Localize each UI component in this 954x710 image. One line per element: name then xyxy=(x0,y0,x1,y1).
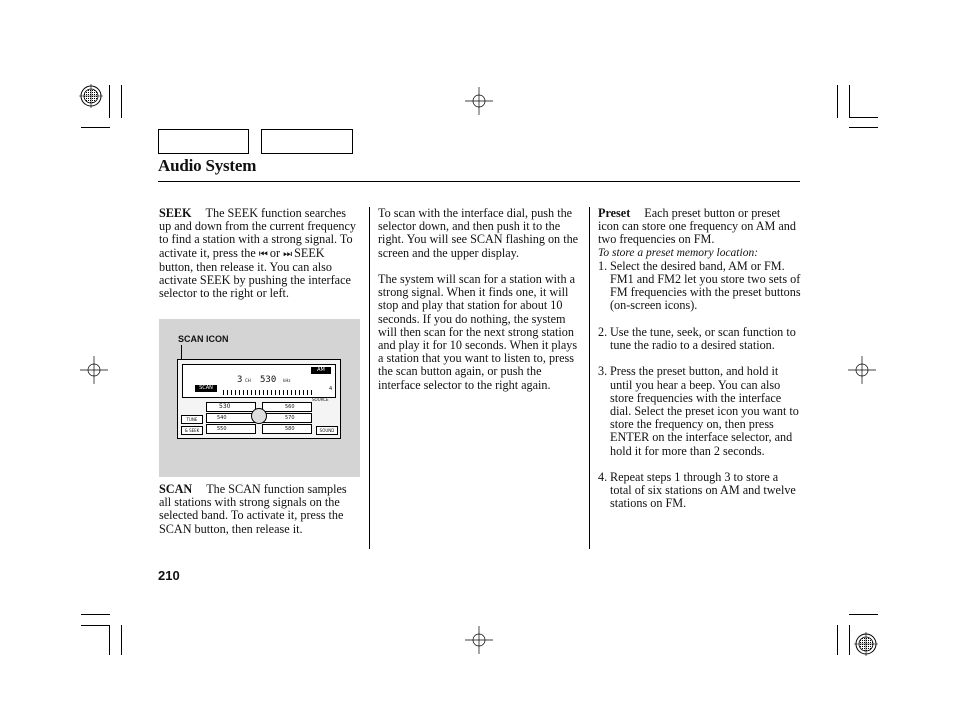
store-preset-heading: To store a preset memory location: xyxy=(598,246,759,259)
preset-paragraph xyxy=(598,207,802,247)
seek-text-b: SEEK button, then release it. You can also activate SEEK by pushing the interface selector to the right or left. xyxy=(159,245,351,301)
preset-button-560[interactable]: 560 xyxy=(262,402,312,412)
preset-button-580[interactable]: 580 xyxy=(262,424,312,434)
page-title: Audio System xyxy=(158,156,257,175)
navi-screen xyxy=(177,359,341,439)
column-divider-2 xyxy=(589,207,590,549)
tune-button[interactable]: TUNE xyxy=(181,415,203,424)
preset-button-current[interactable]: 530 xyxy=(206,402,256,412)
seek-or: or xyxy=(269,245,281,260)
column-1 xyxy=(159,207,361,314)
band-indicator: AM xyxy=(311,367,331,374)
seek-paragraph xyxy=(159,207,361,300)
sound-button[interactable]: SOUND xyxy=(316,426,338,435)
scan-text: The SCAN function samples all stations with strong signals on the selected band. To activate it, press the SCAN button, then release it. xyxy=(159,482,347,536)
tuning-scale xyxy=(223,390,313,395)
header-tab-1 xyxy=(158,129,249,154)
registration-target-top-left xyxy=(79,84,103,108)
header-rule xyxy=(158,181,800,182)
preset-term: Preset xyxy=(598,206,631,220)
scan-icon-callout: SCAN ICON xyxy=(178,334,229,344)
seek-term: SEEK xyxy=(159,206,192,220)
preset-number: 3 xyxy=(237,375,243,385)
seek-previous-icon: ⏮ xyxy=(258,248,267,260)
scan-section xyxy=(159,483,361,549)
preset-button-570[interactable]: 570 xyxy=(262,413,312,423)
list-item: 4. Repeat steps 1 through 3 to store a total of six stations on AM and twelve stations on FM. xyxy=(598,470,796,511)
scan-behavior-paragraph: The system will scan for a station with a strong signal. When it finds one, it will stop and play that station for about 10 seconds. If you do nothing, the system will then scan for the next strong station and play it for 10 seconds. When it plays a station that you want to listen to, press the scan button again, or push the interface selector to the right again. xyxy=(378,272,578,392)
column-3 xyxy=(598,207,802,524)
page-number: 210 xyxy=(158,568,180,583)
seek-button[interactable]: & SEEK xyxy=(181,426,203,435)
preset-button-540[interactable]: 540 xyxy=(206,413,256,423)
column-2 xyxy=(378,207,580,405)
preset-suffix: CH xyxy=(245,378,251,383)
list-item: 1. Select the desired band, AM or FM. FM1 and FM2 let you store two sets of FM frequencies with the preset buttons (on-screen icons). xyxy=(598,258,801,313)
frequency-unit: kHz xyxy=(283,378,291,383)
store-preset-steps xyxy=(598,260,802,511)
seek-next-icon: ⏭ xyxy=(283,248,292,260)
scan-term: SCAN xyxy=(159,482,193,496)
interface-dial[interactable] xyxy=(251,408,267,424)
registration-target-bottom-right xyxy=(854,632,878,656)
right-number: 4 xyxy=(329,386,333,392)
seek-text-a: The SEEK function searches up and down from the current frequency to find a station with a strong signal. To activate it, press the xyxy=(159,206,356,260)
column-divider-1 xyxy=(369,207,370,549)
list-item: 3. Press the preset button, and hold it until you hear a beep. You can also store frequencies with the interface dial. Select the preset icon you want to store the frequency on, then press ENTER on the interface selector, and hold it for more than 2 seconds. xyxy=(598,364,799,458)
scan-tag: SCAN xyxy=(195,385,217,392)
list-item: 2. Use the tune, seek, or scan function to tune the radio to a desired station. xyxy=(598,324,796,353)
scan-display-figure xyxy=(159,319,360,477)
header-tab-2 xyxy=(261,129,353,154)
preset-button-550[interactable]: 550 xyxy=(206,424,256,434)
frequency-readout: 530 xyxy=(260,375,277,385)
upper-display xyxy=(182,364,336,398)
preset-text: Each preset button or preset icon can store one frequency on AM and two frequencies on FM. xyxy=(598,206,796,247)
source-label: SOURCE xyxy=(312,397,329,402)
scan-paragraph xyxy=(159,483,361,536)
interface-dial-scan-paragraph: To scan with the interface dial, push the selector down, and then push it to the right. You will see SCAN flashing on the screen and the upper display. xyxy=(378,206,579,260)
